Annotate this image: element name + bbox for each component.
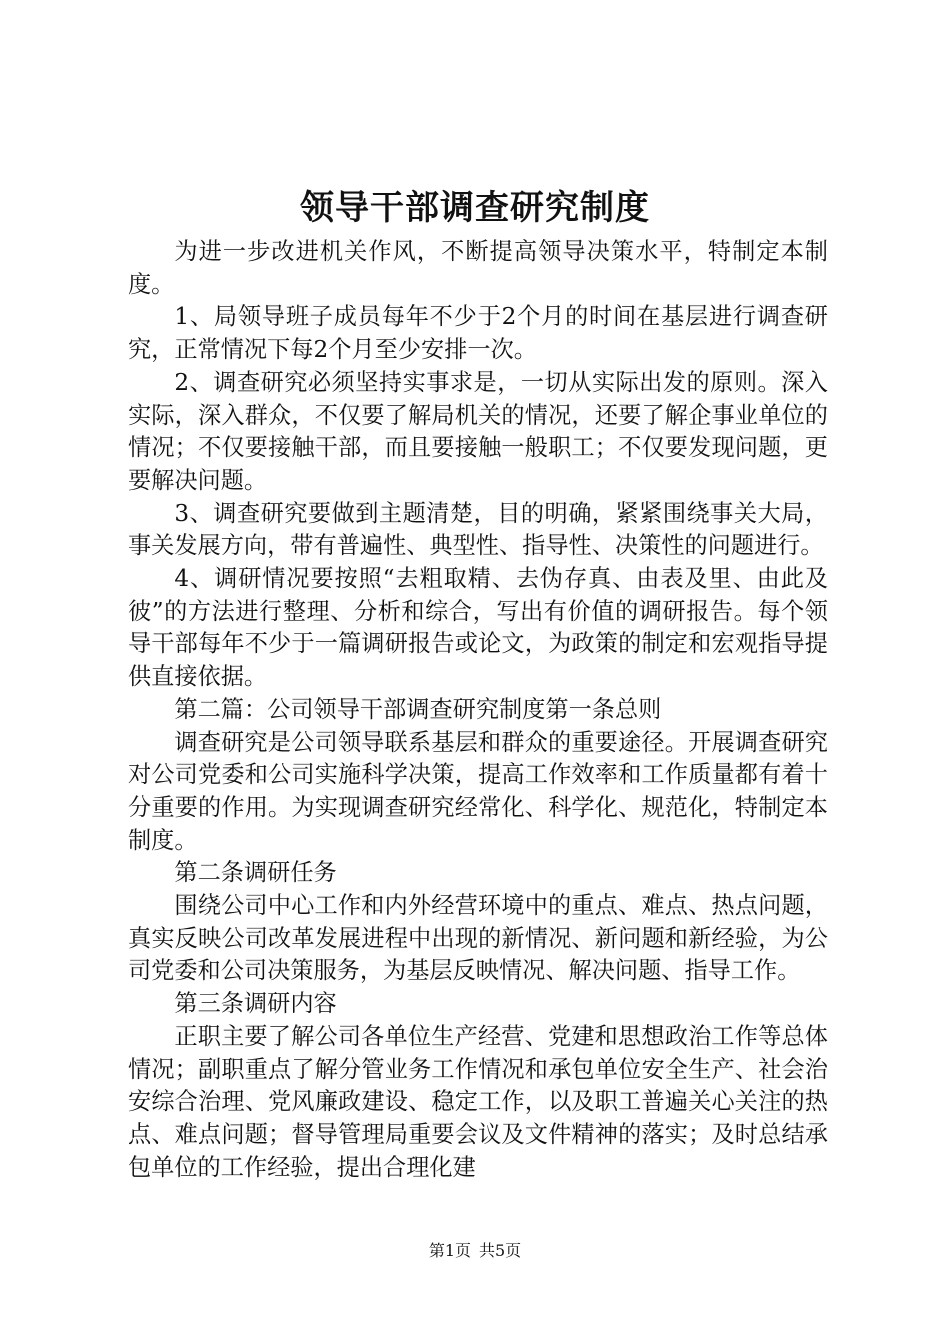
page-total: 共5页 xyxy=(479,1241,522,1260)
section-heading-article-2: 第二条调研任务 xyxy=(174,859,337,887)
paragraph-item-4: 4、调研情况要按照“去粗取精、去伪存真、由表及里、由此及彼”的方法进行整理、分析和综合，写出有价值的调研报告。每个领导干部每年不少于一篇调研报告或论文，为政策的制定和宏观指导提供直接依据。 xyxy=(128,565,828,691)
paragraph-general-rules: 调查研究是公司领导联系基层和群众的重要途径。开展调查研究对公司党委和公司实施科学决策，提高工作效率和工作质量都有着十分重要的作用。为实现调查研究经常化、科学化、规范化，特制定本制度。 xyxy=(128,728,828,854)
paragraph-intro: 为进一步改进机关作风，不断提高领导决策水平，特制定本制度。 xyxy=(128,238,828,298)
section-heading-article-3: 第三条调研内容 xyxy=(174,990,337,1018)
paragraph-research-content: 正职主要了解公司各单位生产经营、党建和思想政治工作等总体情况；副职重点了解分管业务工作情况和承包单位安全生产、社会治安综合治理、党风廉政建设、稳定工作，以及职工普遍关心关注的热点、难点问题；督导管理局重要会议及文件精神的落实；及时总结承包单位的工作经验，提出合理化建 xyxy=(128,1022,828,1181)
paragraph-item-1: 1、局领导班子成员每年不少于2个月的时间在基层进行调查研究，正常情况下每2个月至少安排一次。 xyxy=(128,303,828,364)
paragraph-item-3: 3、调查研究要做到主题清楚，目的明确，紧紧围绕事关大局，事关发展方向，带有普遍性、典型性、指导性、决策性的问题进行。 xyxy=(128,499,828,560)
section-heading-part-two: 第二篇：公司领导干部调查研究制度第一条总则 xyxy=(174,695,662,723)
page-number: 第1页 xyxy=(428,1241,471,1260)
document-body xyxy=(128,236,828,1184)
paragraph-item-2: 2、调查研究必须坚持实事求是，一切从实际出发的原则。深入实际，深入群众，不仅要了解局机关的情况，还要了解企事业单位的情况；不仅要接触干部，而且要接触一般职工；不仅要发现问题，更要解决问题。 xyxy=(128,368,828,494)
page-footer xyxy=(0,1240,950,1262)
paragraph-research-tasks: 围绕公司中心工作和内外经营环境中的重点、难点、热点问题，真实反映公司改革发展进程中出现的新情况、新问题和新经验，为公司党委和公司决策服务，为基层反映情况、解决问题、指导工作。 xyxy=(128,892,828,985)
document-title: 领导干部调查研究制度 xyxy=(300,188,650,228)
